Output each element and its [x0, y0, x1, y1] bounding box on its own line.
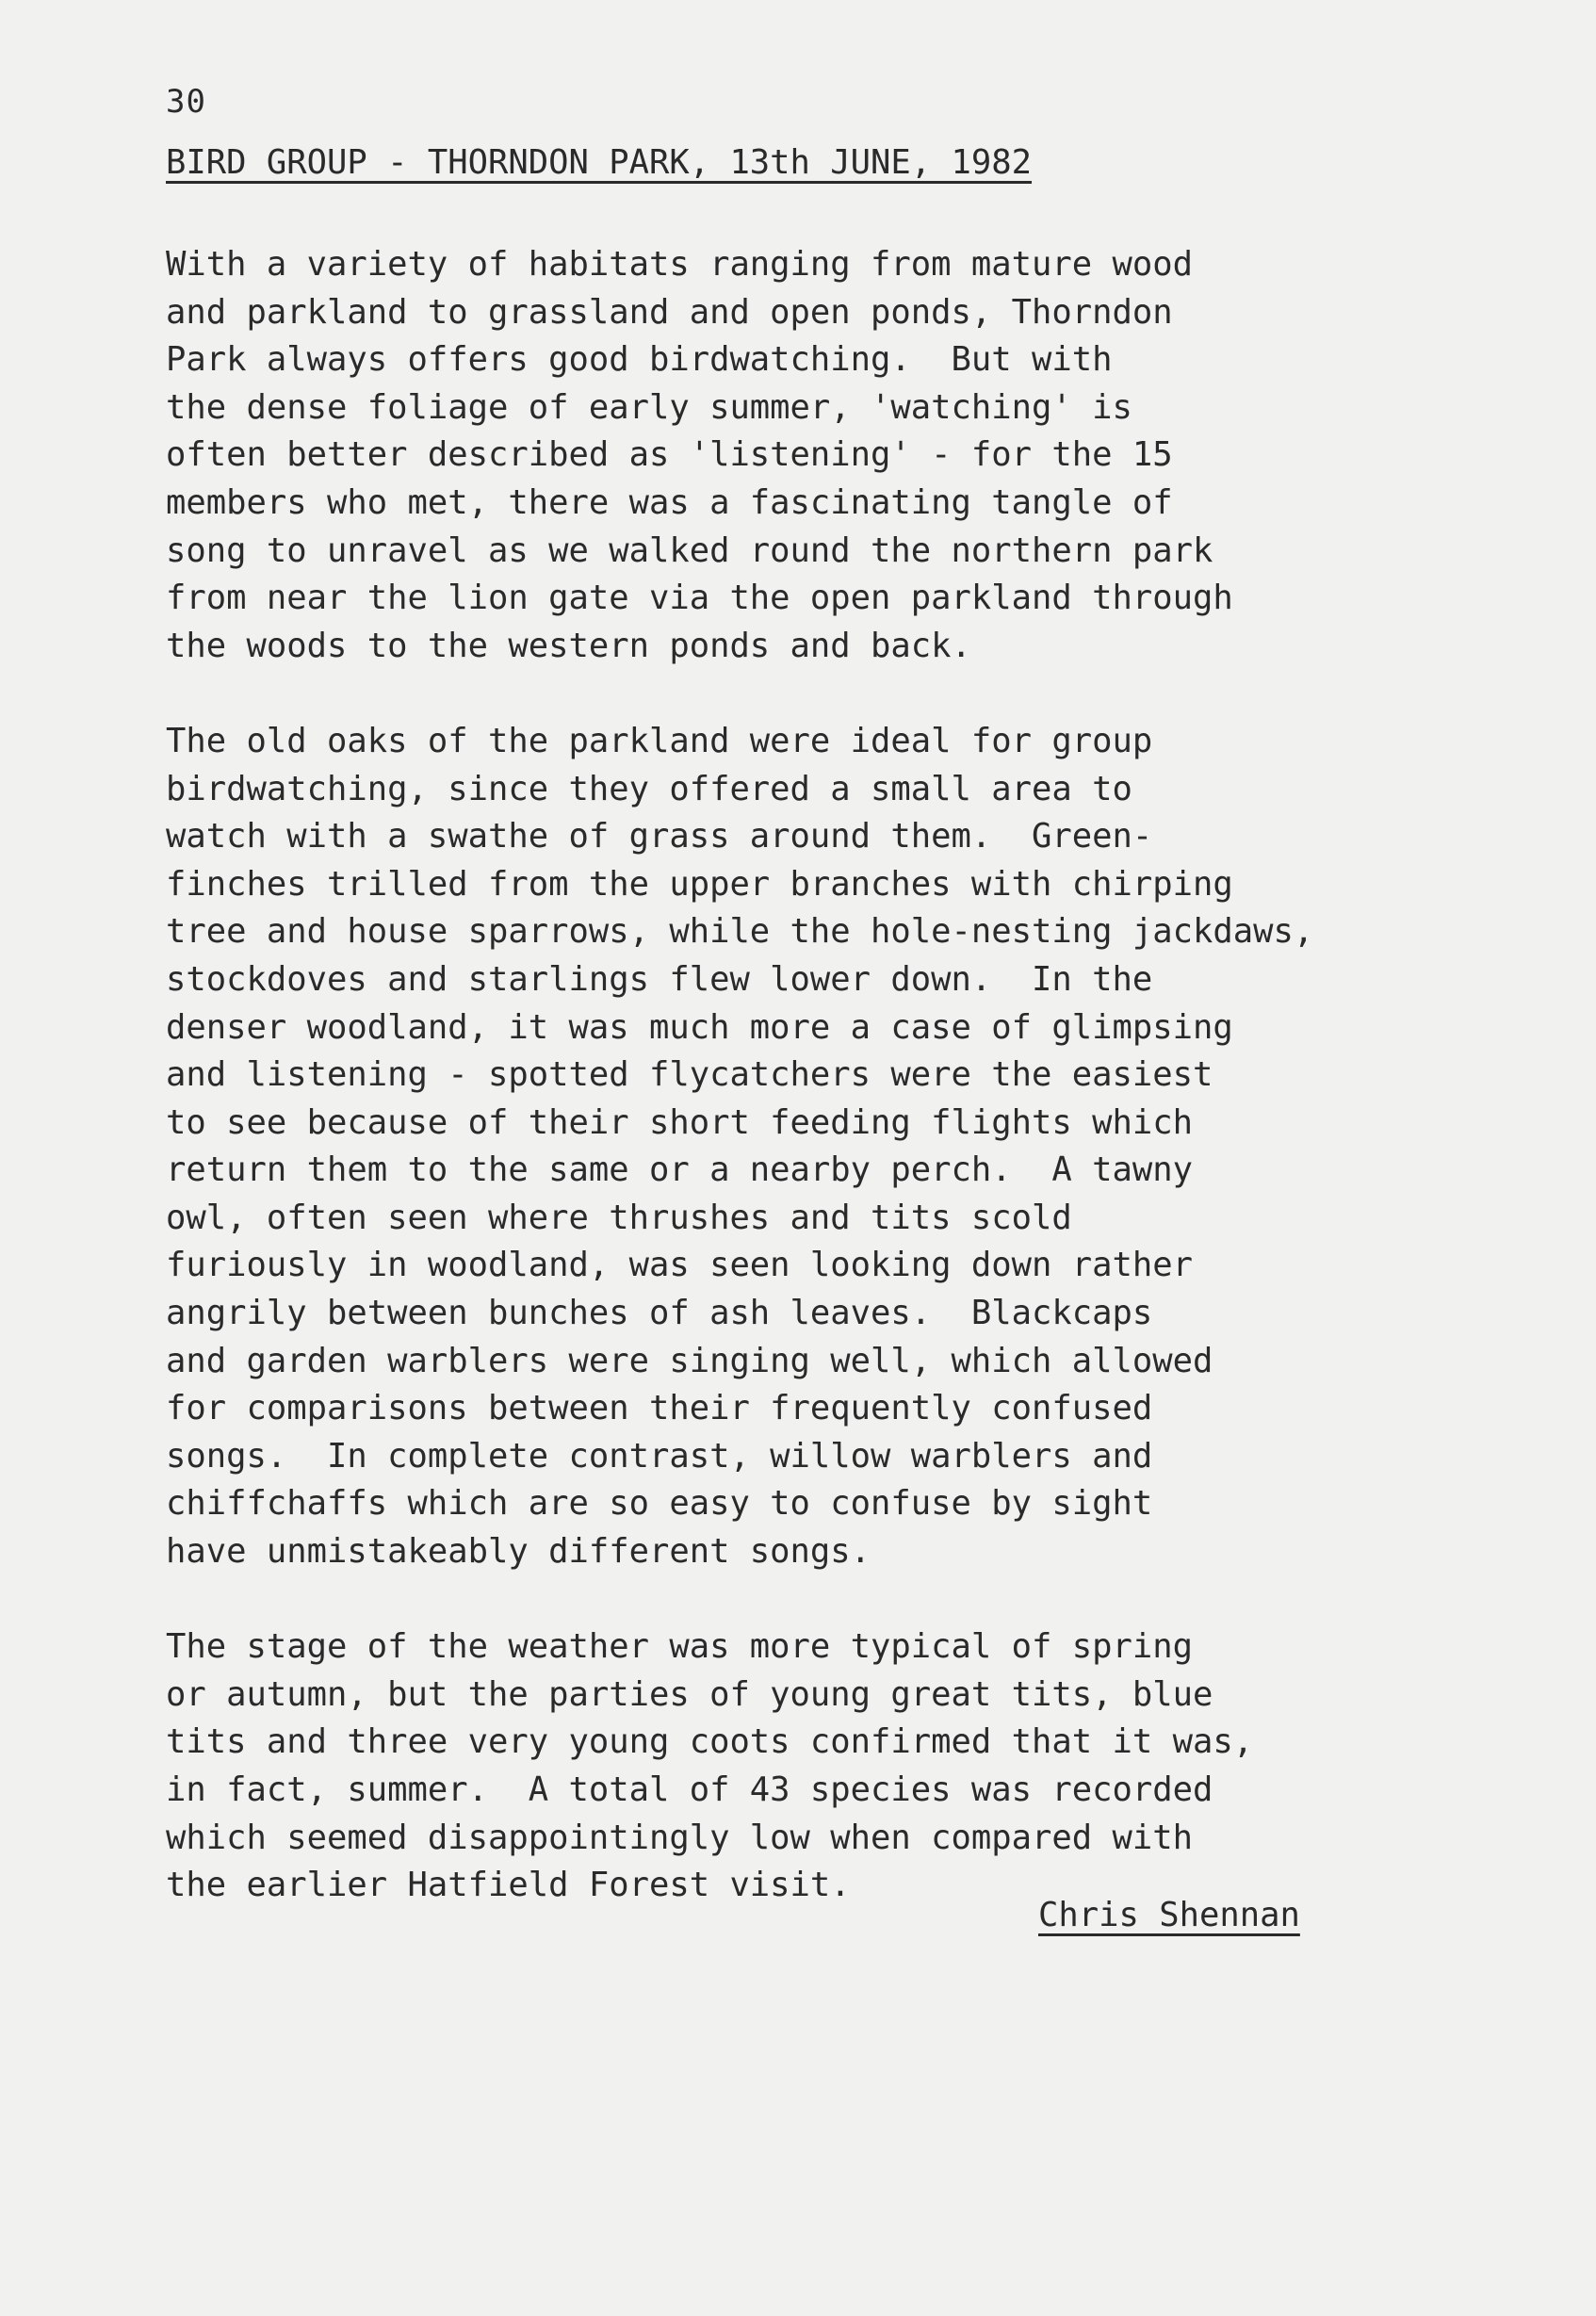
paragraph-2	[166, 718, 1485, 1576]
text-line: Park always offers good birdwatching. But with	[166, 340, 1113, 380]
text-line: The old oaks of the parkland were ideal for group	[166, 721, 1153, 760]
text-line: owl, often seen where thrushes and tits scold	[166, 1198, 1072, 1237]
author-signature: Chris Shennan	[1038, 1896, 1300, 1934]
text-line: the woods to the western ponds and back.	[166, 626, 971, 665]
text-line: or autumn, but the parties of young great tits, blue	[166, 1674, 1213, 1714]
page-number: 30	[166, 83, 206, 121]
text-line: from near the lion gate via the open parkland through	[166, 579, 1233, 618]
text-line: chiffchaffs which are so easy to confuse by sight	[166, 1484, 1153, 1524]
text-line: the earlier Hatfield Forest visit.	[166, 1866, 851, 1905]
paragraph-3	[166, 1623, 1485, 1910]
article-body	[166, 241, 1485, 1957]
text-line: for comparisons between their frequently confused	[166, 1389, 1153, 1428]
text-line: members who met, there was a fascinating tangle of	[166, 482, 1173, 522]
text-line: return them to the same or a nearby perch. A tawny	[166, 1150, 1194, 1190]
text-line: angrily between bunches of ash leaves. Blackcaps	[166, 1294, 1153, 1333]
text-line: which seemed disappointingly low when compared with	[166, 1818, 1194, 1857]
text-line: to see because of their short feeding flights which	[166, 1102, 1194, 1142]
text-line: tits and three very young coots confirmed that it was,	[166, 1722, 1254, 1762]
text-line: furiously in woodland, was seen looking down rather	[166, 1246, 1194, 1285]
text-line: stockdoves and starlings flew lower down. In the	[166, 959, 1153, 999]
text-line: and garden warblers were singing well, which allowed	[166, 1341, 1213, 1380]
paragraph-1	[166, 241, 1485, 670]
text-line: and listening - spotted flycatchers were the easiest	[166, 1055, 1213, 1095]
text-line: denser woodland, it was much more a case of glimpsing	[166, 1007, 1233, 1047]
text-line: The stage of the weather was more typical of spring	[166, 1627, 1194, 1667]
text-line: song to unravel as we walked round the northern park	[166, 530, 1213, 570]
text-line: in fact, summer. A total of 43 species was recorded	[166, 1770, 1213, 1809]
text-line: the dense foliage of early summer, 'watching' is	[166, 387, 1132, 427]
article-heading: BIRD GROUP - THORNDON PARK, 13th JUNE, 1982	[166, 143, 1033, 182]
text-line: birdwatching, since they offered a small area to	[166, 769, 1132, 808]
text-line: have unmistakeably different songs.	[166, 1532, 871, 1572]
text-line: watch with a swathe of grass around them. Green-	[166, 817, 1153, 856]
text-line: and parkland to grassland and open ponds, Thorndon	[166, 292, 1173, 332]
text-line: finches trilled from the upper branches with chirping	[166, 864, 1233, 904]
text-line: songs. In complete contrast, willow warblers and	[166, 1436, 1153, 1476]
text-line: often better described as 'listening' - for the 15	[166, 435, 1173, 475]
text-line: With a variety of habitats ranging from mature wood	[166, 245, 1194, 284]
text-line: tree and house sparrows, while the hole-nesting jackdaws,	[166, 912, 1314, 952]
